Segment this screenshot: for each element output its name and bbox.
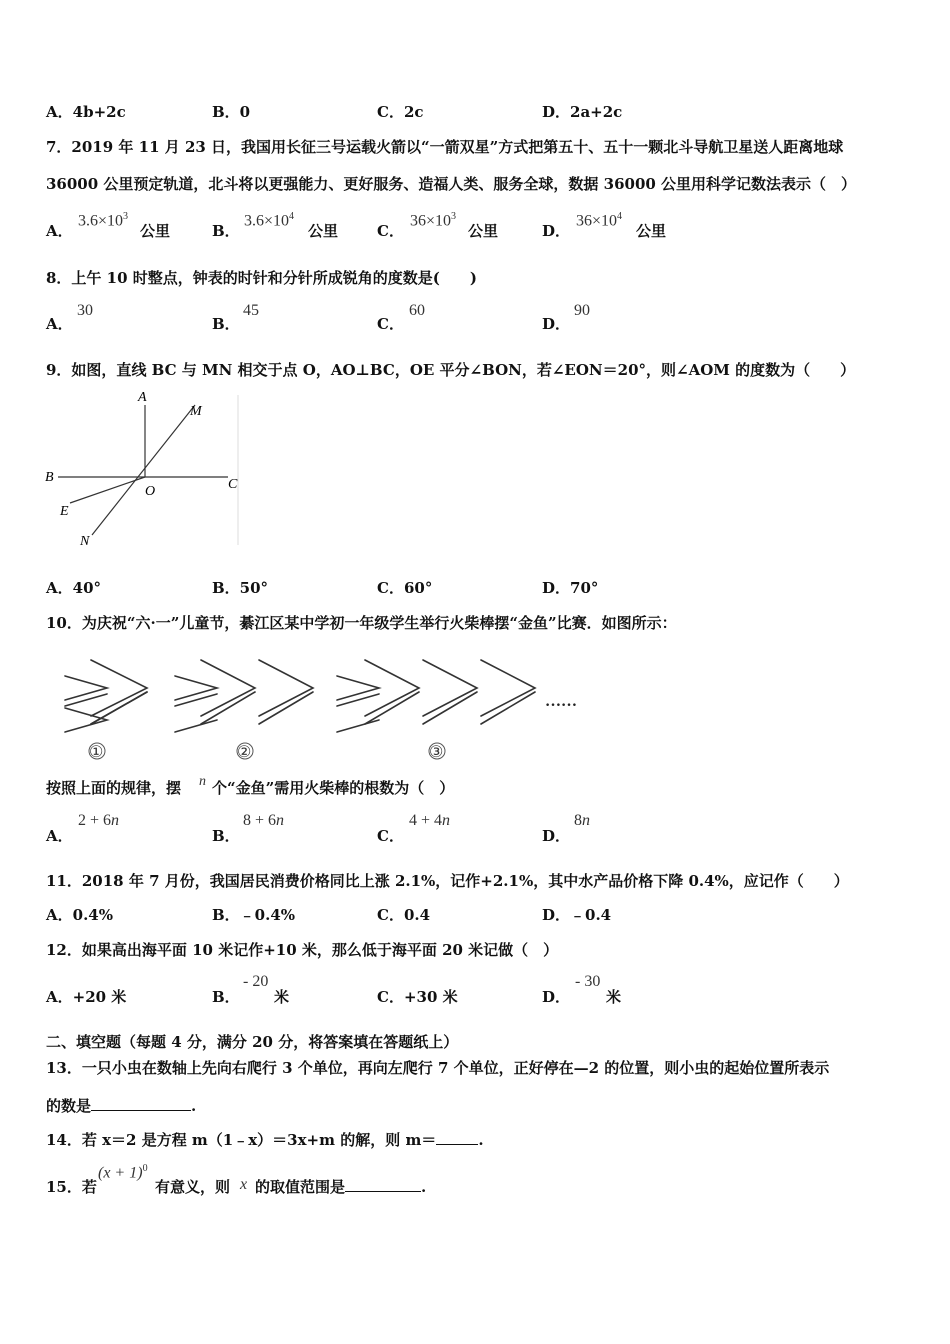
q9-stem: 9．如图，直线 BC 与 MN 相交于点 O，AO⊥BC，OE 平分∠BON，若∠EON＝20°，则∠AOM 的度数为（ ）	[46, 361, 856, 379]
q13-stem-line2: 的数是 .	[46, 1097, 197, 1115]
q10-stem: 10．为庆祝“六·一”儿童节，綦江区某中学初一年级学生举行火柴棒摆“金鱼”比赛．如图所示：	[46, 614, 677, 632]
q12-option-c: C．+30 米	[377, 988, 458, 1006]
q11-option-b: B．﹣0.4%	[212, 906, 296, 924]
q6-option-a: A．4b+2c	[46, 103, 126, 121]
label-m: M	[190, 404, 202, 419]
q9-option-a: A．40°	[46, 579, 102, 597]
q12-stem: 12．如果高出海平面 10 米记作+10 米，那么低于海平面 20 米记做（ ）	[46, 941, 559, 959]
label-o: O	[145, 484, 156, 499]
label-a: A	[138, 390, 147, 405]
q15-answer-blank[interactable]	[345, 1177, 421, 1192]
label-1: ①	[89, 744, 104, 761]
q11-option-a: A．0.4%	[46, 906, 113, 924]
label-n: N	[80, 534, 90, 549]
fish-figure-2	[175, 660, 313, 732]
q8-stem: 8．上午 10 时整点，钟表的时针和分针所成锐角的度数是( )	[46, 269, 477, 287]
label-c: C	[228, 477, 238, 492]
q12-option-a: A．+20 米	[46, 988, 127, 1006]
q11-option-c: C．0.4	[377, 906, 431, 924]
label-b: B	[45, 470, 54, 485]
q9-option-c: C．60°	[377, 579, 433, 597]
line-mn	[92, 405, 195, 535]
q14-stem: 14．若 x＝2 是方程 m（1﹣x）＝3x+m 的解，则 m＝ .	[46, 1131, 484, 1149]
fish-figure-1	[65, 660, 147, 732]
q7-stem-line2: 36000 公里预定轨道，北斗将以更强能力、更好服务、造福人类、服务全球，数据 36000 公里用科学记数法表示（ ）	[46, 175, 857, 193]
label-e: E	[60, 504, 69, 519]
section-title: 二、填空题（每题 4 分，满分 20 分，将答案填在答题纸上）	[46, 1033, 459, 1051]
q11-stem: 11．2018 年 7 月份，我国居民消费价格同比上涨 2.1%，记作+2.1%，其中水产品价格下降 0.4%，应记作（ ）	[46, 872, 849, 890]
q9-option-b: B．50°	[212, 579, 269, 597]
q13-answer-blank[interactable]	[91, 1096, 191, 1111]
q9-option-d: D．70°	[542, 579, 599, 597]
label-3: ③	[429, 744, 444, 761]
ellipsis: ……	[545, 693, 577, 710]
q13-stem-line1: 13．一只小虫在数轴上先向右爬行 3 个单位，再向左爬行 7 个单位，正好停在—2 的位置，则小虫的起始位置所表示	[46, 1059, 830, 1077]
q6-option-b: B．0	[212, 103, 251, 121]
fish-figure-3	[337, 660, 535, 732]
label-2: ②	[237, 744, 252, 761]
q11-option-d: D．﹣0.4	[542, 906, 612, 924]
ray-oe	[70, 477, 145, 503]
q10-figure	[55, 648, 600, 770]
q6-option-d: D．2a+2c	[542, 103, 623, 121]
q9-figure	[40, 385, 250, 555]
q14-answer-blank[interactable]	[436, 1130, 478, 1145]
q7-stem-line1: 7．2019 年 11 月 23 日，我国用长征三号运载火箭以“一箭双星”方式把第五十、五十一颗北斗导航卫星送人距离地球	[46, 138, 844, 156]
q6-option-c: C．2c	[377, 103, 424, 121]
